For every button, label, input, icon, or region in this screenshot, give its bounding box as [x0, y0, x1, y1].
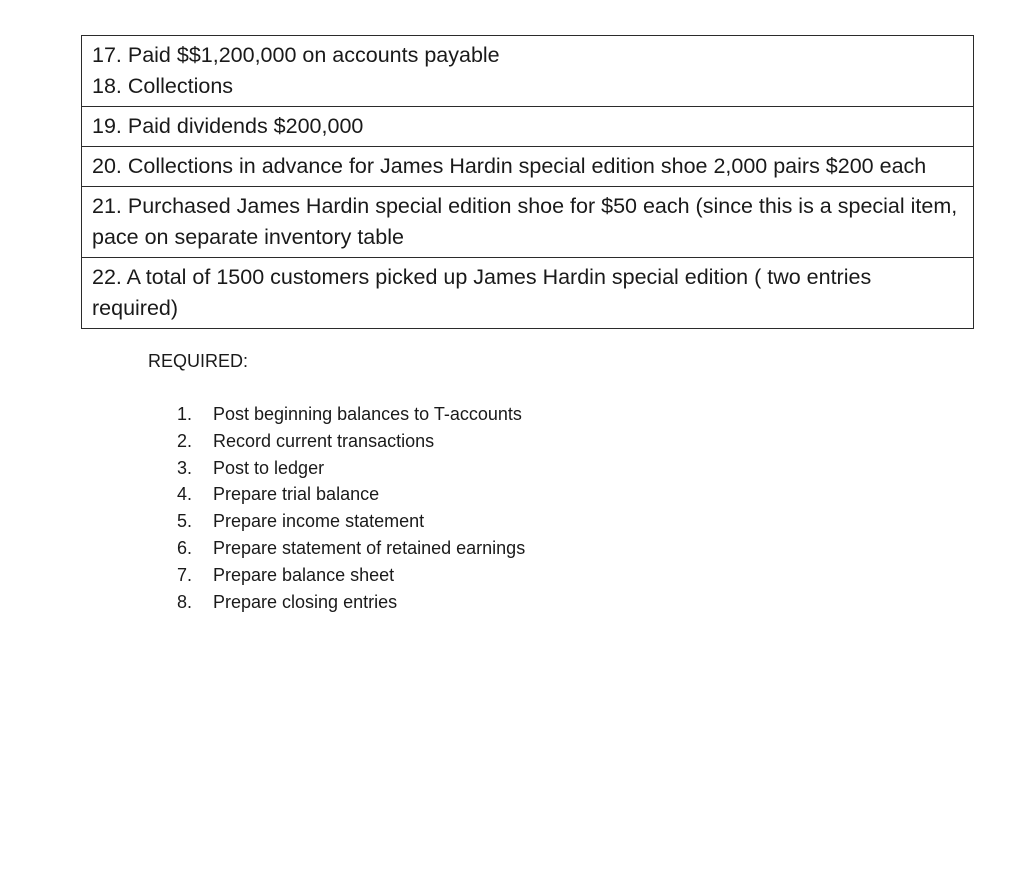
- table-row: [82, 107, 974, 147]
- list-item: [177, 536, 525, 563]
- list-item: [177, 509, 525, 536]
- required-heading: REQUIRED:: [148, 351, 249, 371]
- list-item: [177, 429, 525, 456]
- list-item: [177, 402, 525, 429]
- transaction-20: 20. Collections in advance for James Hardin special edition shoe 2,000 pairs $200 each: [82, 147, 974, 187]
- transactions-table: [81, 35, 974, 329]
- step-number: 7.: [177, 564, 193, 585]
- step-number: 4.: [177, 484, 193, 505]
- step-number: 1.: [177, 404, 193, 424]
- step-number: 6.: [177, 537, 193, 558]
- required-steps-list: [177, 402, 525, 616]
- step-text: Post to ledger: [213, 457, 325, 478]
- step-text: Prepare closing entries: [213, 591, 398, 612]
- step-text: Post beginning balances to T-accounts: [213, 404, 522, 424]
- list-item: [177, 563, 525, 590]
- step-number: 2.: [177, 430, 193, 451]
- step-text: Record current transactions: [213, 430, 435, 451]
- transaction-17: 17. Paid $$1,200,000 on accounts payable: [82, 36, 974, 72]
- step-text: Prepare trial balance: [213, 484, 380, 505]
- list-item: [177, 590, 525, 617]
- table-row: [82, 71, 974, 107]
- step-number: 8.: [177, 591, 193, 612]
- transaction-18: 18. Collections: [82, 71, 974, 107]
- list-item: [177, 456, 525, 483]
- table-row: [82, 147, 974, 187]
- table-row: [82, 36, 974, 72]
- step-text: Prepare balance sheet: [213, 564, 395, 585]
- step-text: Prepare income statement: [213, 511, 425, 532]
- step-number: 3.: [177, 457, 193, 478]
- transaction-21: 21. Purchased James Hardin special edition shoe for $50 each (since this is a special item, pace on separate inventory table: [82, 187, 974, 258]
- transaction-19: 19. Paid dividends $200,000: [82, 107, 974, 147]
- table-row: [82, 187, 974, 258]
- step-text: Prepare statement of retained earnings: [213, 537, 526, 558]
- transaction-22: 22. A total of 1500 customers picked up James Hardin special edition ( two entries required): [82, 258, 974, 329]
- table-row: [82, 258, 974, 329]
- step-number: 5.: [177, 511, 193, 532]
- list-item: [177, 482, 525, 509]
